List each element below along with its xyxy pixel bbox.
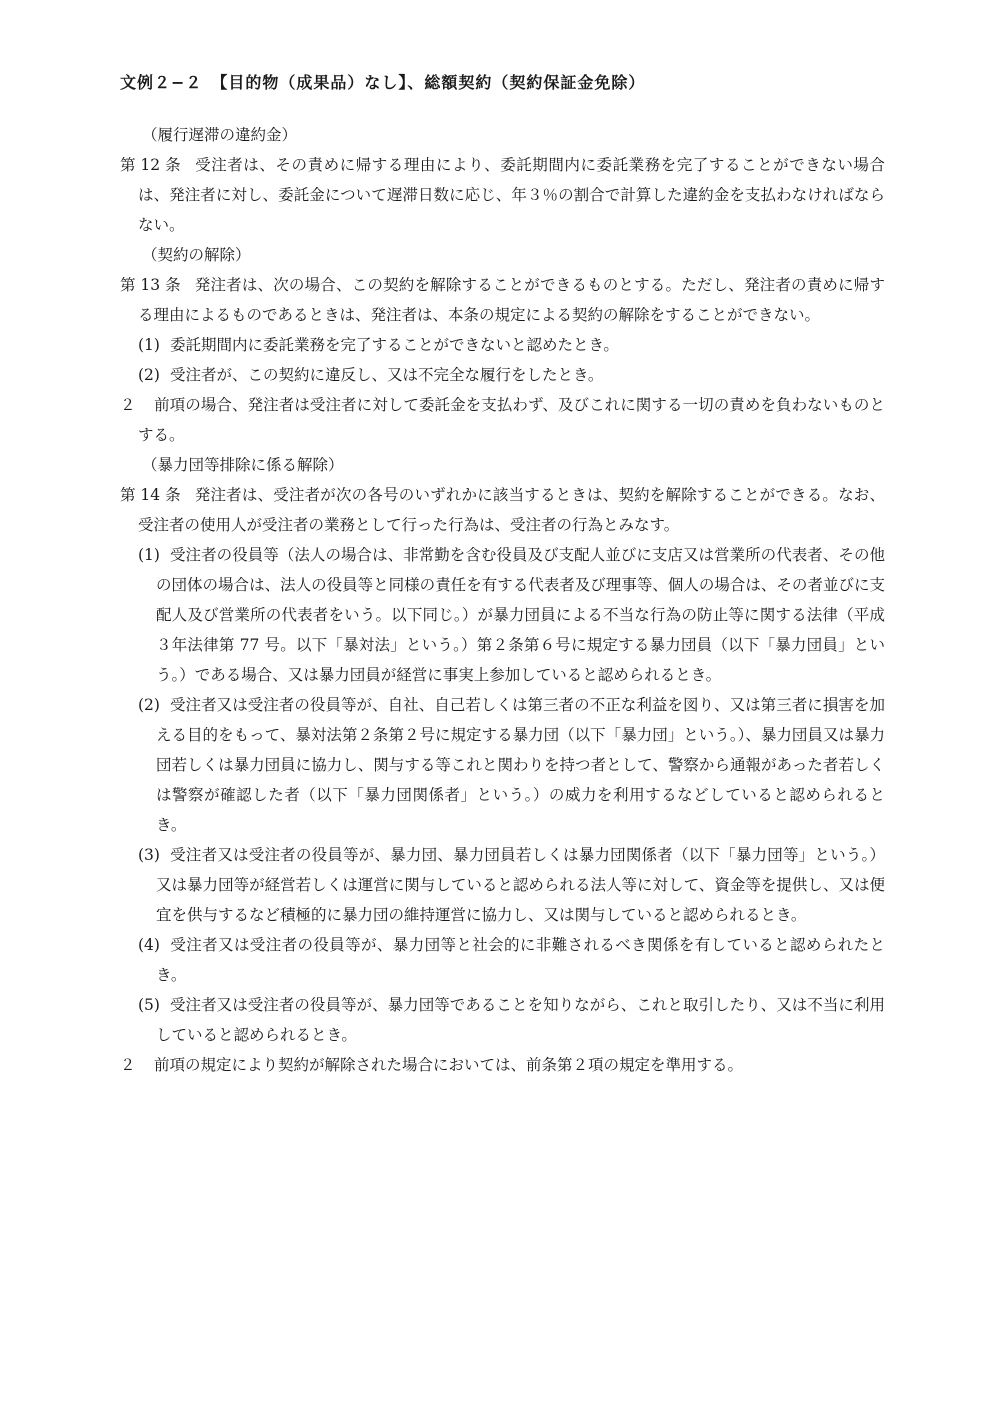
item-number: (2) [138,366,160,384]
article-14-item-4 [120,930,885,990]
article-14-item-5 [120,990,885,1050]
article-13-paragraph-2 [120,390,885,450]
article-14-item-2 [120,690,885,840]
item-text: 受注者又は受注者の役員等が、暴力団等と社会的に非難されるべき関係を有していると認められたとき。 [156,936,885,984]
document-title: 文例２−２ 【目的物（成果品）なし】、総額契約（契約保証金免除） [120,73,646,92]
article-14-number: 第 14 条 [120,486,181,504]
article-12-caption: （履行遅滞の違約金） [142,126,298,144]
item-number: (1) [138,546,160,564]
paragraph-number: ２ [120,1056,136,1074]
paragraph-text: 前項の場合、発注者は受注者に対して委託金を支払わず、及びこれに関する一切の責めを負わないものとする。 [138,396,885,444]
item-text: 受注者又は受注者の役員等が、暴力団等であることを知りながら、これと取引したり、又は不当に利用していると認められるとき。 [156,996,885,1044]
article-13-item-1 [120,330,885,360]
item-number: (3) [138,846,160,864]
item-text: 受注者の役員等（法人の場合は、非常勤を含む役員及び支配人並びに支店又は営業所の代表者、その他の団体の場合は、法人の役員等と同様の責任を有する代表者及び理事等、個人の場合は、その者並びに支配人及び営業所の代表者をいう。以下同じ。）が暴力団員による不当な行為の防止等に関する法律（平成３年法律第 77 号。以下「暴対法」という。）第２条第６号に規定する暴力団員（以下「暴力団員」という。）である場合、又は暴力団員が経営に事実上参加していると認められるとき。 [156,546,885,684]
item-number: (2) [138,696,160,714]
article-14 [120,480,885,540]
item-number: (4) [138,936,160,954]
article-14-paragraph-2 [120,1050,885,1080]
paragraph-text: 前項の規定により契約が解除された場合においては、前条第２項の規定を準用する。 [154,1056,744,1074]
article-13-item-2 [120,360,885,390]
article-14-text: 発注者は、受注者が次の各号のいずれかに該当するときは、契約を解除することができる。なお、受注者の使用人が受注者の業務として行った行為は、受注者の行為とみなす。 [138,486,885,534]
article-12-number: 第 12 条 [120,156,181,174]
item-text: 委託期間内に委託業務を完了することができないと認めたとき。 [169,336,619,354]
article-13-text: 発注者は、次の場合、この契約を解除することができるものとする。ただし、発注者の責めに帰する理由によるものであるときは、発注者は、本条の規定による契約の解除をすることができない。 [138,276,885,324]
article-12 [120,150,885,240]
item-text: 受注者又は受注者の役員等が、暴力団、暴力団員若しくは暴力団関係者（以下「暴力団等」という。）又は暴力団等が経営若しくは運営に関与していると認められる法人等に対して、資金等を提供し、又は便宜を供与するなど積極的に暴力団の維持運営に協力し、又は関与していると認められるとき。 [156,846,885,924]
item-number: (1) [138,336,160,354]
article-13 [120,270,885,330]
article-13-number: 第 13 条 [120,276,181,294]
item-text: 受注者が、この契約に違反し、又は不完全な履行をしたとき。 [169,366,604,384]
document-body [120,120,885,1080]
item-text: 受注者又は受注者の役員等が、自社、自己若しくは第三者の不正な利益を図り、又は第三者に損害を加える目的をもって、暴対法第２条第２号に規定する暴力団（以下「暴力団」という。）、暴力団員又は暴力団若しくは暴力団員に協力し、関与する等これと関わりを持つ者として、警察から通報があった者若しくは警察が確認した者（以下「暴力団関係者」という。）の威力を利用するなどしていると認められるとき。 [156,696,885,834]
article-13-caption: （契約の解除） [142,246,251,264]
article-14-caption: （暴力団等排除に係る解除） [142,456,344,474]
paragraph-number: ２ [120,396,136,414]
item-number: (5) [138,996,160,1014]
article-12-text: 受注者は、その責めに帰する理由により、委託期間内に委託業務を完了することができない場合は、発注者に対し、委託金について遅滞日数に応じ、年３％の割合で計算した違約金を支払わなければならない。 [138,156,885,234]
article-14-item-1 [120,540,885,690]
article-14-item-3 [120,840,885,930]
